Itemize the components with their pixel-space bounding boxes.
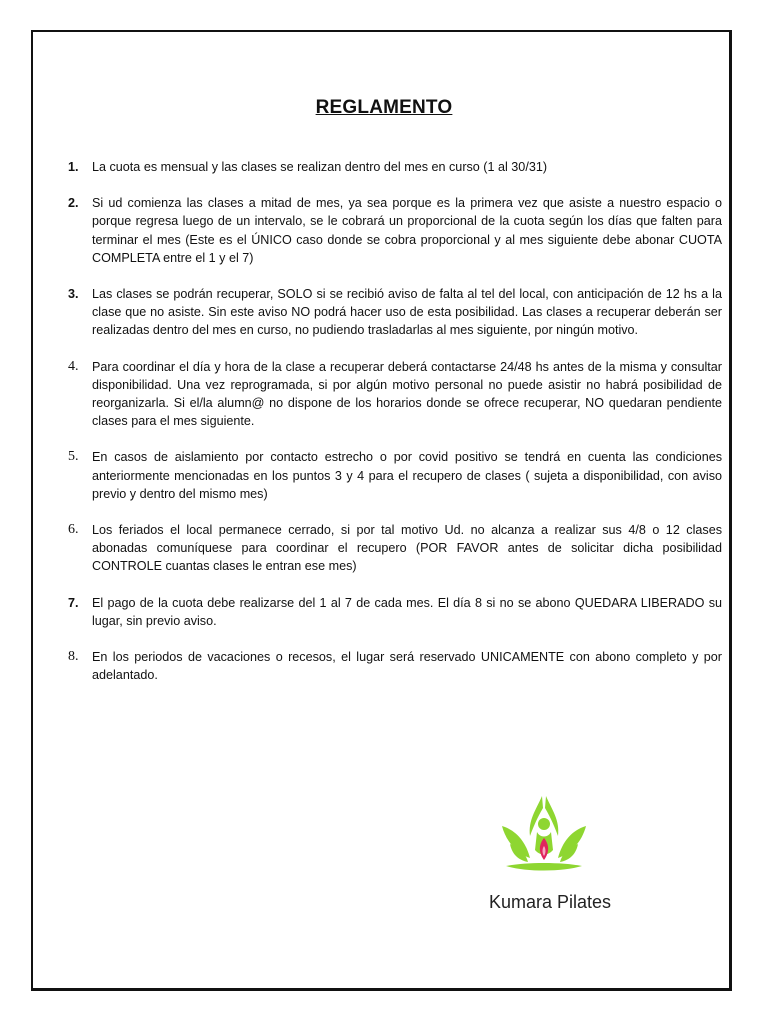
rule-number: 1. bbox=[68, 160, 79, 174]
rule-item-1 bbox=[68, 158, 722, 176]
rule-text: Los feriados el local permanece cerrado, si por tal motivo Ud. no alcanza a realizar sus 4/8 o 12 clases abonadas comuníquese para coordinar el recupero (POR FAVOR antes de solicitar dicha posibilidad CONTROLE cuantas clases le entran ese mes) bbox=[92, 523, 722, 574]
rule-item-5 bbox=[68, 448, 722, 503]
rule-number: 8. bbox=[68, 649, 79, 665]
rule-text: En los periodos de vacaciones o recesos, el lugar será reservado UNICAMENTE con abono completo y por adelantado. bbox=[92, 650, 722, 683]
rule-item-6 bbox=[68, 521, 722, 576]
rule-text: Si ud comienza las clases a mitad de mes, ya sea porque es la primera vez que asiste a nuestro espacio o porque regresa luego de un intervalo, se le cobrará un proporcional de la cuota según los días que falten para terminar el mes (Este es el ÚNICO caso donde se cobra proporcional y al mes siguiente debe abonar CUOTA COMPLETA entre el 1 y el 7) bbox=[92, 196, 722, 265]
rule-item-3 bbox=[68, 285, 722, 340]
rules-list bbox=[68, 158, 722, 702]
rule-text: El pago de la cuota debe realizarse del 1 al 7 de cada mes. El día 8 si no se abono QUEDARA LIBERADO su lugar, sin previo aviso. bbox=[92, 595, 722, 628]
rule-number: 2. bbox=[68, 196, 79, 211]
rule-text: Las clases se podrán recuperar, SOLO si se recibió aviso de falta al tel del local, con anticipación de 12 hs a la clase que no asiste. Sin este aviso NO podrá hacer uso de esta posibilidad. Las clases a recuperar deberán ser realizadas dentro del mes en curso, no pudiendo trasladarlas al mes siguiente, por ningún motivo. bbox=[92, 287, 722, 338]
rule-item-8 bbox=[68, 648, 722, 684]
rule-text: La cuota es mensual y las clases se realizan dentro del mes en curso (1 al 30/31) bbox=[92, 160, 548, 174]
rule-number: 6. bbox=[68, 522, 79, 538]
rule-item-4 bbox=[68, 358, 722, 431]
rule-number: 7. bbox=[68, 595, 79, 610]
rule-item-2 bbox=[68, 194, 722, 267]
rule-number: 5. bbox=[68, 449, 79, 465]
rule-item-7 bbox=[68, 594, 722, 630]
rule-text: Para coordinar el día y hora de la clase a recuperar deberá contactarse 24/48 hs antes de la misma y consultar disponibilidad. Una vez reprogramada, si por algún motivo personal no puede asistir no habrá posibilidad de reorganizarla. Si el/la alumn@ no dispone de los horarios donde se ofrece recuperar, NO quedaran pendiente clases para el mes siguiente. bbox=[92, 359, 722, 429]
brand-name: Kumara Pilates bbox=[488, 892, 612, 912]
yoga-lotus-figure-icon bbox=[496, 786, 592, 878]
rule-number: 3. bbox=[68, 287, 79, 302]
document-title: REGLAMENTO bbox=[315, 96, 453, 118]
rule-text: En casos de aislamiento por contacto estrecho o por covid positivo se tendrá en cuenta las condiciones anteriormente mencionadas en los puntos 3 y 4 para el recupero de clases ( sujeta a disponibilidad, con aviso previo y dentro del mismo mes) bbox=[92, 450, 722, 501]
rule-number: 4. bbox=[68, 358, 79, 374]
